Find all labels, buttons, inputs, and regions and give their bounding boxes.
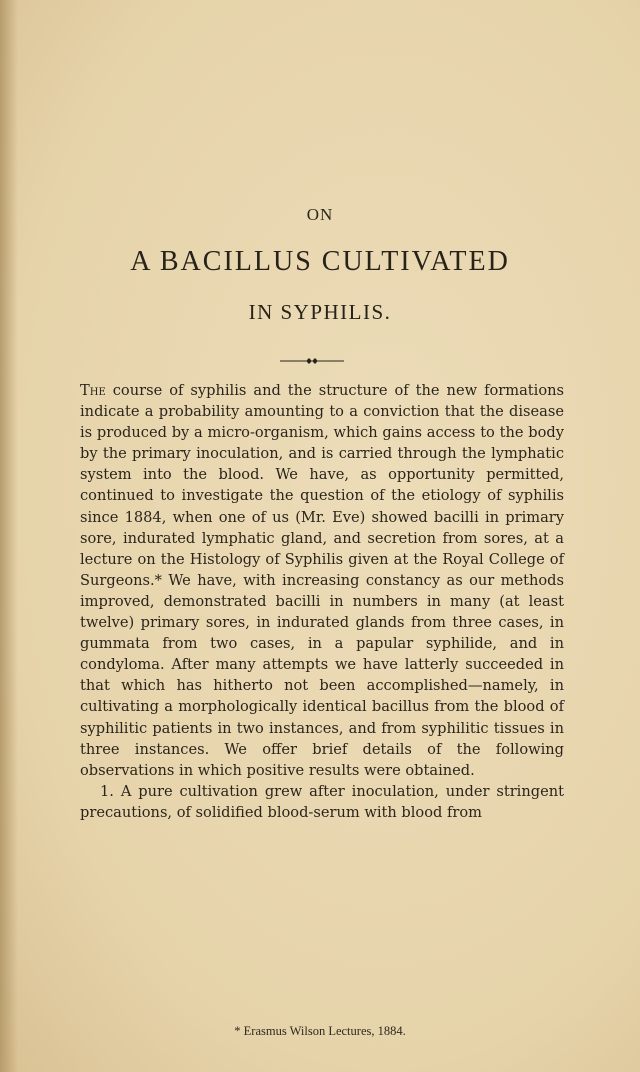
body-text [80, 380, 564, 823]
page-subtitle: IN SYPHILIS. [248, 300, 392, 324]
paragraph-2 [80, 781, 564, 823]
footnote: * Erasmus Wilson Lectures, 1884. [234, 1024, 406, 1038]
ornament-divider [280, 356, 344, 366]
paragraph-2-text: 1. A pure cultivation grew after inoculation, under stringent precautions, of solidified blood-serum with blood from [80, 782, 564, 821]
heading-on: ON [306, 205, 334, 224]
spine-shadow [0, 0, 18, 1072]
drop-word: The [80, 382, 106, 399]
page-title: A BACILLUS CULTIVATED [130, 246, 510, 277]
paragraph-1-text: course of syphilis and the structure of the new formations indicate a probability amounting to a conviction that the disease is produced by a micro-organism, which gains access to the body by the primary inoculation, and is carried through the lymphatic system into the blood. We have, as opportunity permitted, continued to investigate the question of the etiology of syphilis since 1884, when one of us (Mr. Eve) showed bacilli in primary sore, indurated lymphatic gland, and secretion from sores, at a lecture on the Histology of Syphilis given at the Royal College of Surgeons.* We have, with increasing constancy as our methods improved, demonstrated bacilli in numbers in many (at least twelve) primary sores, in indurated glands from three cases, in gummata from two cases, in a papular syphilide, and in condyloma. After many attempts we have latterly succeeded in that which has hitherto not been accomplished—namely, in cultivating a morphologically identical bacillus from the blood of syphilitic patients in two instances, and from syphilitic tissues in three instances. We offer brief details of the following observations in which positive results were obtained. [80, 382, 564, 779]
paragraph-1 [80, 380, 564, 781]
